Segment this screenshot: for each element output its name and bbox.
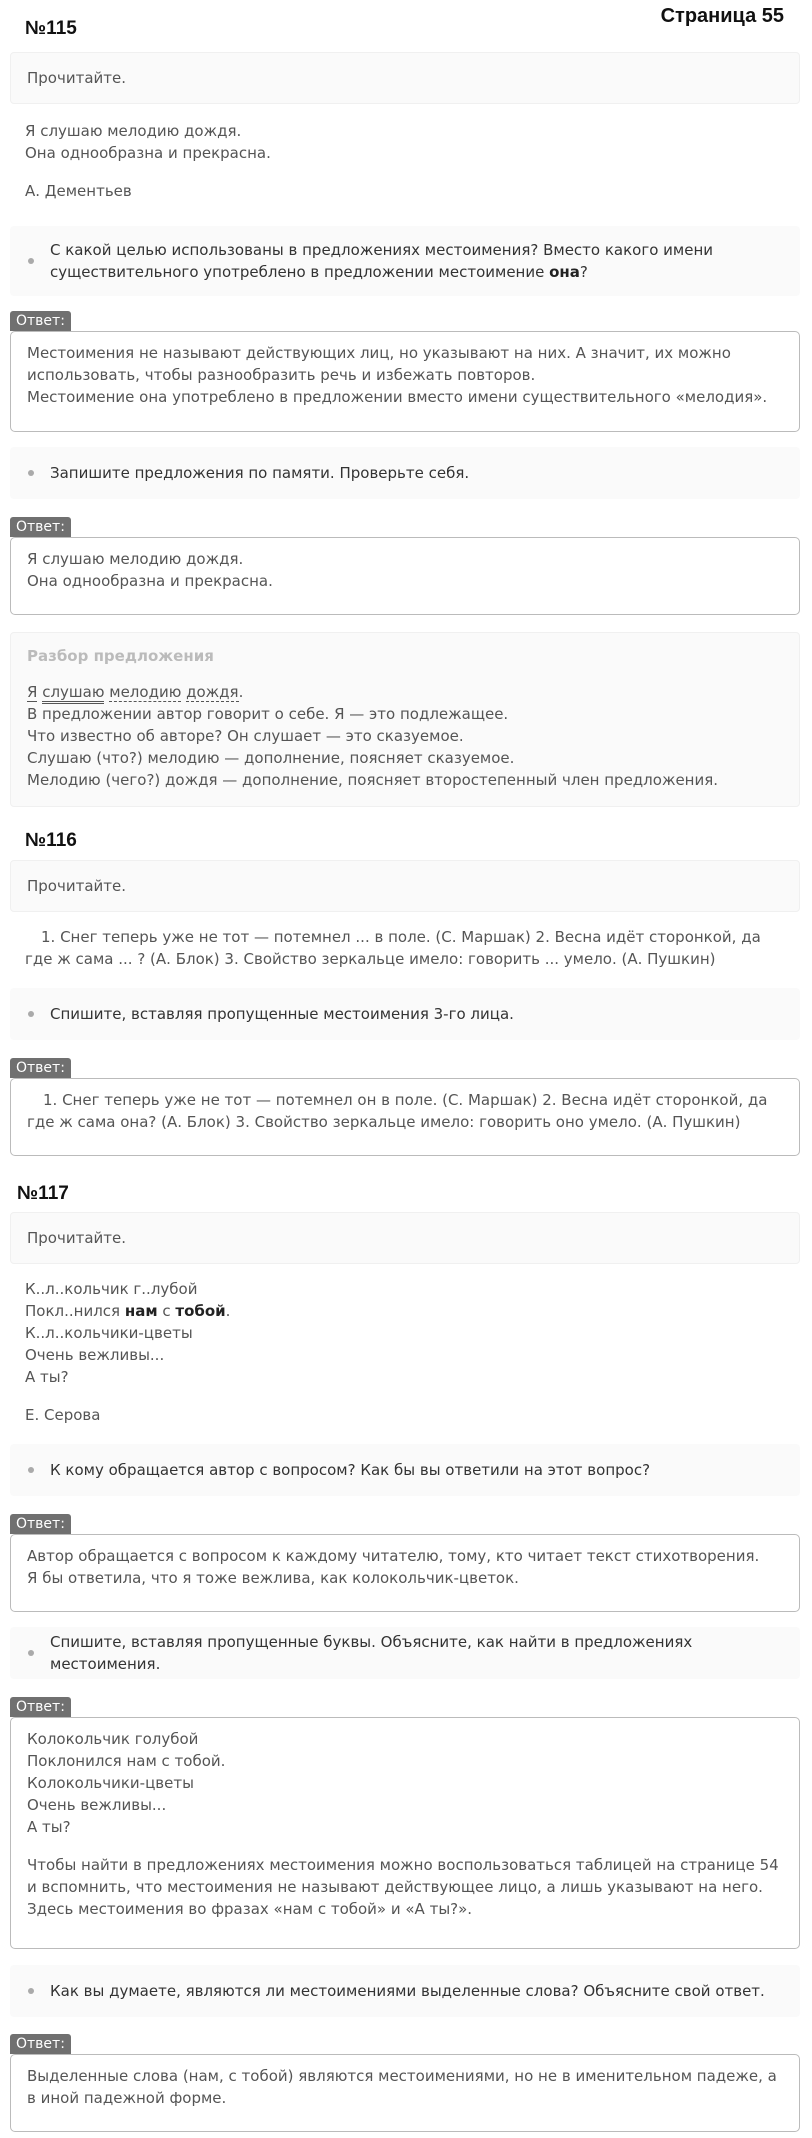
answer-box-116-1 (10, 1078, 800, 1156)
bullet-icon (28, 470, 34, 476)
question-115-2 (10, 447, 800, 499)
answer-label: Ответ: (10, 517, 71, 537)
answer-line: Местоимение она употреблено в предложении вместо имени существительного «мелодия». (27, 388, 768, 406)
exercise-text: 1. Снег теперь уже не тот — потемнел ... в поле. (С. Маршак) 2. Весна идёт сторонкой, да где ж сама ... ? (А. Блок) 3. Свойство зеркальце имело: говорить ... умело. (А. Пушкин) (25, 928, 761, 968)
poem-text-117 (25, 1278, 792, 1426)
answer-line: Поклонился нам с тобой. (27, 1752, 226, 1770)
poem-line: Она однообразна и прекрасна. (25, 144, 271, 162)
answer-line: 1. Снег теперь уже не тот — потемнел он в поле. (С. Маршак) 2. Весна идёт сторонкой, да где ж сама она? (А. Блок) 3. Свойство зеркальце имело: говорить оно умело. (А. Пушкин) (27, 1091, 768, 1131)
answer-label: Ответ: (10, 1697, 71, 1717)
answer-line: Автор обращается с вопросом к каждому читателю, тому, кто читает текст стихотворения. (27, 1547, 760, 1565)
instruction-read-115 (10, 52, 800, 104)
parse-line: Слушаю (что?) мелодию — дополнение, поясняет сказуемое. (27, 749, 515, 767)
bullet-icon (28, 1011, 34, 1017)
parse-line: Что известно об авторе? Он слушает — это сказуемое. (27, 727, 464, 745)
question-text: Запишите предложения по памяти. Проверьте себя. (50, 464, 470, 482)
question-text: Как вы думаете, являются ли местоимениями выделенные слова? Объясните свой ответ. (50, 1982, 765, 2000)
instruction-read-117 (10, 1212, 800, 1264)
poem-line: Я слушаю мелодию дождя. (25, 122, 242, 140)
answer-line: Чтобы найти в предложениях местоимения можно воспользоваться таблицей на странице 54 и вспомнить, что местоимения не называют действующее лицо, а лишь указывают на него. Здесь местоимения во фразах «нам с тобой» и «А ты?». (27, 1856, 779, 1918)
exercise-number-115: №115 (25, 18, 77, 39)
answer-box-117-1 (10, 1534, 800, 1612)
page-number-label: Страница 55 (660, 5, 784, 27)
poem-text-115 (25, 120, 792, 202)
object-word: дождя (186, 683, 239, 701)
answer-label: Ответ: (10, 1058, 71, 1078)
exercise-number-116: №116 (25, 830, 77, 851)
answer-label: Ответ: (10, 311, 71, 331)
instruction-text: Прочитайте. (27, 69, 127, 87)
answer-line: Я бы ответила, что я тоже вежлива, как колокольчик-цветок. (27, 1569, 519, 1587)
exercise-number-117: №117 (17, 1183, 69, 1204)
question-117-1 (10, 1444, 800, 1496)
bullet-icon (28, 258, 34, 264)
answer-line: Колокольчик голубой (27, 1730, 199, 1748)
poem-author: Е. Серова (25, 1406, 101, 1424)
sentence-parse-box (10, 632, 800, 807)
poem-line: К..л..кольчик г..лубой (25, 1280, 198, 1298)
parse-line: В предложении автор говорит о себе. Я — это подлежащее. (27, 705, 509, 723)
answer-box-117-2 (10, 1717, 800, 1949)
exercise-text-116 (25, 926, 792, 970)
question-text: Спишите, вставляя пропущенные местоимения 3-го лица. (50, 1005, 514, 1023)
answer-line: А ты? (27, 1818, 71, 1836)
subject-word: Я (27, 683, 38, 701)
bullet-icon (28, 1988, 34, 1994)
answer-line: Колокольчики-цветы (27, 1774, 194, 1792)
predicate-word: слушаю (42, 683, 104, 704)
answer-box-117-3 (10, 2054, 800, 2132)
parse-title: Разбор предложения (27, 647, 214, 665)
question-115-1 (10, 226, 800, 296)
poem-author: А. Дементьев (25, 182, 132, 200)
question-text: К кому обращается автор с вопросом? Как бы вы ответили на этот вопрос? (50, 1461, 651, 1479)
question-117-3 (10, 1965, 800, 2017)
question-text: Спишите, вставляя пропущенные буквы. Объясните, как найти в предложениях местоимения. (50, 1633, 693, 1673)
answer-line: Я слушаю мелодию дождя. (27, 550, 244, 568)
parse-line: Мелодию (чего?) дождя — дополнение, поясняет второстепенный член предложения. (27, 771, 719, 789)
parse-sentence: Я слушаю мелодию дождя. (27, 681, 783, 703)
answer-label: Ответ: (10, 1514, 71, 1534)
answer-line: Она однообразна и прекрасна. (27, 572, 273, 590)
object-word: мелодию (109, 683, 182, 701)
answer-line: Местоимения не называют действующих лиц, но указывают на них. А значит, их можно использовать, чтобы разнообразить речь и избежать повторов. (27, 344, 731, 384)
poem-line: А ты? (25, 1368, 69, 1386)
question-text: С какой целью использованы в предложениях местоимения? Вместо какого имени существительного употреблено в предложении местоимение она? (50, 241, 714, 281)
poem-line: Очень вежливы... (25, 1346, 165, 1364)
poem-line: К..л..кольчики-цветы (25, 1324, 193, 1342)
question-116-1 (10, 988, 800, 1040)
answer-label: Ответ: (10, 2034, 71, 2054)
bullet-icon (28, 1467, 34, 1473)
instruction-text: Прочитайте. (27, 1229, 127, 1247)
answer-box-115-2 (10, 537, 800, 615)
answer-line: Очень вежливы... (27, 1796, 167, 1814)
answer-line: Выделенные слова (нам, с тобой) являются местоимениями, но не в именительном падеже, а в иной падежной форме. (27, 2067, 777, 2107)
instruction-text: Прочитайте. (27, 877, 127, 895)
poem-line: Покл..нился нам с тобой. (25, 1302, 231, 1320)
instruction-read-116 (10, 860, 800, 912)
bullet-icon (28, 1650, 34, 1656)
answer-box-115-1 (10, 331, 800, 432)
question-117-2 (10, 1627, 800, 1679)
